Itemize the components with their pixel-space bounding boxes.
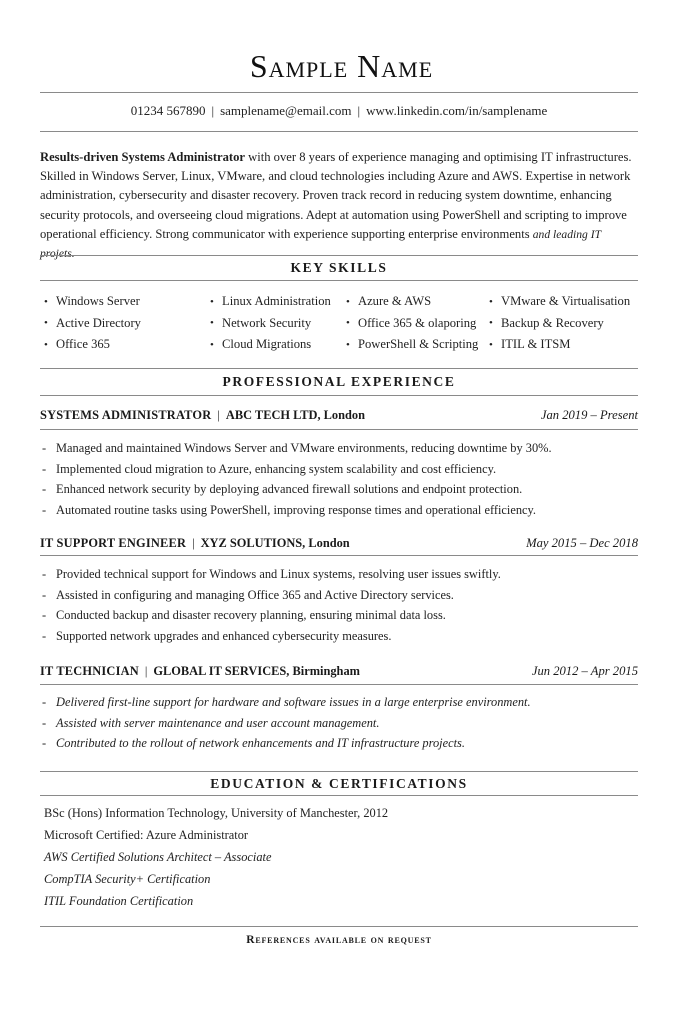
bullet-icon: • — [346, 338, 350, 351]
list-item — [40, 692, 638, 713]
skill-label: Cloud Migrations — [222, 337, 312, 352]
skill-label: VMware & Virtualisation — [501, 294, 631, 309]
linkedin-link[interactable]: www.linkedin.com/in/samplename — [366, 103, 548, 118]
divider — [40, 795, 638, 796]
education-item: Microsoft Certified: Azure Administrator — [44, 827, 249, 842]
section-title-experience: PROFESSIONAL EXPERIENCE — [222, 374, 456, 389]
skill-label: Office 365 — [56, 337, 110, 352]
skill-label: Azure & AWS — [358, 294, 432, 309]
divider — [40, 255, 638, 256]
bullet-text: Contributed to the rollout of network enhancements and IT infrastructure projects. — [56, 736, 465, 751]
skill-item — [206, 315, 342, 333]
dash-icon: - — [42, 482, 47, 497]
skill-label: PowerShell & Scripting — [358, 337, 479, 352]
separator: | — [144, 664, 148, 678]
job-dates: Jun 2012 – Apr 2015 — [531, 664, 638, 678]
candidate-name: Sample Name — [249, 48, 434, 84]
skill-item — [342, 293, 485, 311]
divider — [40, 368, 638, 369]
summary-body: with over 8 years of experience managing and optimising IT infrastructures. Skilled in Windows Server, Linux, VMware, and cloud technologies including Azure and AWS. Expertise in network administration, cybersecurity and disaster recovery. Proven track record in reducing system downtime, enhancing security protocols, and overseeing cloud migrations. Adept at automation using PowerShell and scripting to improve operational efficiency. Strong communicator with experience supporting enterprise environments — [40, 150, 632, 241]
skill-label: Backup & Recovery — [501, 315, 604, 330]
bullet-text: Delivered first-line support for hardware and software issues in a large enterprise environment. — [56, 694, 531, 709]
email-link[interactable]: samplename@email.com — [220, 103, 352, 118]
education-item: AWS Certified Solutions Architect – Associate — [44, 849, 272, 864]
bullet-icon: • — [210, 338, 214, 351]
phone-number: 01234 567890 — [130, 103, 206, 118]
skill-label: Linux Administration — [222, 294, 331, 309]
list-item — [40, 479, 638, 500]
bullet-icon: • — [489, 317, 493, 330]
references-note: References available on request — [246, 934, 432, 946]
job-header — [40, 536, 638, 551]
bullet-text: Supported network upgrades and enhanced cybersecurity measures. — [56, 628, 392, 643]
skill-label: Active Directory — [56, 315, 141, 330]
job-company: ABC TECH LTD, London — [225, 408, 365, 422]
professional-summary — [40, 148, 638, 263]
list-item — [40, 438, 638, 459]
job-company: XYZ SOLUTIONS, London — [200, 536, 350, 550]
bullet-text: Managed and maintained Windows Server and VMware environments, reducing downtime by 30%. — [56, 440, 552, 455]
skill-item — [206, 336, 342, 354]
dash-icon: - — [42, 694, 47, 709]
bullet-icon: • — [210, 295, 214, 308]
education-item: ITIL Foundation Certification — [44, 893, 194, 908]
section-title-key-skills: KEY SKILLS — [290, 260, 388, 275]
job-header — [40, 408, 638, 423]
summary-lead: Results-driven Systems Administrator — [40, 150, 245, 164]
divider — [40, 92, 638, 93]
skill-label: ITIL & ITSM — [501, 337, 571, 352]
bullet-text: Provided technical support for Windows and Linux systems, resolving user issues swiftly. — [56, 566, 501, 581]
section-title-education: EDUCATION & CERTIFICATIONS — [210, 776, 468, 791]
divider — [40, 395, 638, 396]
divider — [40, 555, 638, 556]
list-item — [40, 564, 638, 585]
bullet-icon: • — [44, 295, 48, 308]
list-item — [40, 605, 638, 626]
job-bullets — [40, 692, 638, 754]
job-bullets — [40, 564, 638, 647]
bullet-text: Enhanced network security by deploying advanced firewall solutions and endpoint protection. — [56, 482, 523, 497]
skill-label: Windows Server — [56, 294, 140, 309]
skill-item — [485, 293, 638, 311]
separator: | — [217, 408, 220, 422]
divider — [40, 280, 638, 281]
job-header — [40, 664, 638, 679]
bullet-text: Conducted backup and disaster recovery planning, ensuring minimal data loss. — [56, 608, 446, 623]
skill-item — [485, 315, 638, 333]
skills-grid — [40, 293, 638, 354]
skill-label: Office 365 & olaporing — [358, 315, 477, 330]
separator: | — [211, 103, 215, 118]
skill-item — [342, 315, 485, 333]
bullet-icon: • — [489, 295, 493, 308]
bullet-icon: • — [346, 317, 350, 330]
skill-label: Network Security — [222, 315, 312, 330]
job-title: SYSTEMS ADMINISTRATOR — [40, 408, 212, 422]
separator: | — [192, 536, 195, 550]
skill-item — [40, 315, 206, 333]
dash-icon: - — [42, 566, 47, 581]
skill-item — [342, 336, 485, 354]
bullet-icon: • — [210, 317, 214, 330]
skill-item — [485, 336, 638, 354]
dash-icon: - — [42, 715, 47, 730]
bullet-text: Implemented cloud migration to Azure, enhancing system scalability and cost efficiency. — [56, 461, 497, 476]
skill-item — [40, 293, 206, 311]
list-item — [40, 733, 638, 754]
job-bullets — [40, 438, 638, 521]
contact-line — [40, 103, 638, 119]
dash-icon: - — [42, 608, 47, 623]
bullet-icon: • — [44, 338, 48, 351]
list-item — [40, 626, 638, 647]
dash-icon: - — [42, 587, 47, 602]
job-dates: May 2015 – Dec 2018 — [526, 536, 638, 550]
education-item: CompTIA Security+ Certification — [44, 871, 211, 886]
bullet-text: Assisted with server maintenance and user account management. — [56, 715, 380, 730]
list-item — [40, 500, 638, 521]
dash-icon: - — [42, 628, 47, 643]
job-title: IT TECHNICIAN — [40, 664, 139, 678]
divider — [40, 429, 638, 430]
divider — [40, 926, 638, 927]
job-title: IT SUPPORT ENGINEER — [40, 536, 187, 550]
education-list — [40, 802, 638, 912]
bullet-text: Assisted in configuring and managing Office 365 and Active Directory services. — [56, 587, 454, 602]
bullet-icon: • — [489, 338, 493, 351]
list-item — [40, 459, 638, 480]
bullet-text: Automated routine tasks using PowerShell, improving response times and operational efficiency. — [56, 502, 537, 517]
bullet-icon: • — [346, 295, 350, 308]
job-company: GLOBAL IT SERVICES, Birmingham — [153, 664, 360, 678]
dash-icon: - — [42, 736, 47, 751]
dash-icon: - — [42, 502, 47, 517]
education-item: BSc (Hons) Information Technology, University of Manchester, 2012 — [44, 805, 389, 820]
bullet-icon: • — [44, 317, 48, 330]
summary-tail: and leading IT projets. — [40, 227, 601, 261]
skill-item — [206, 293, 342, 311]
separator: | — [357, 103, 361, 118]
divider — [40, 131, 638, 132]
skill-item — [40, 336, 206, 354]
dash-icon: - — [42, 461, 47, 476]
dash-icon: - — [42, 440, 47, 455]
divider — [40, 771, 638, 772]
job-dates: Jan 2019 – Present — [540, 408, 638, 422]
divider — [40, 684, 638, 685]
list-item — [40, 585, 638, 606]
list-item — [40, 713, 638, 734]
